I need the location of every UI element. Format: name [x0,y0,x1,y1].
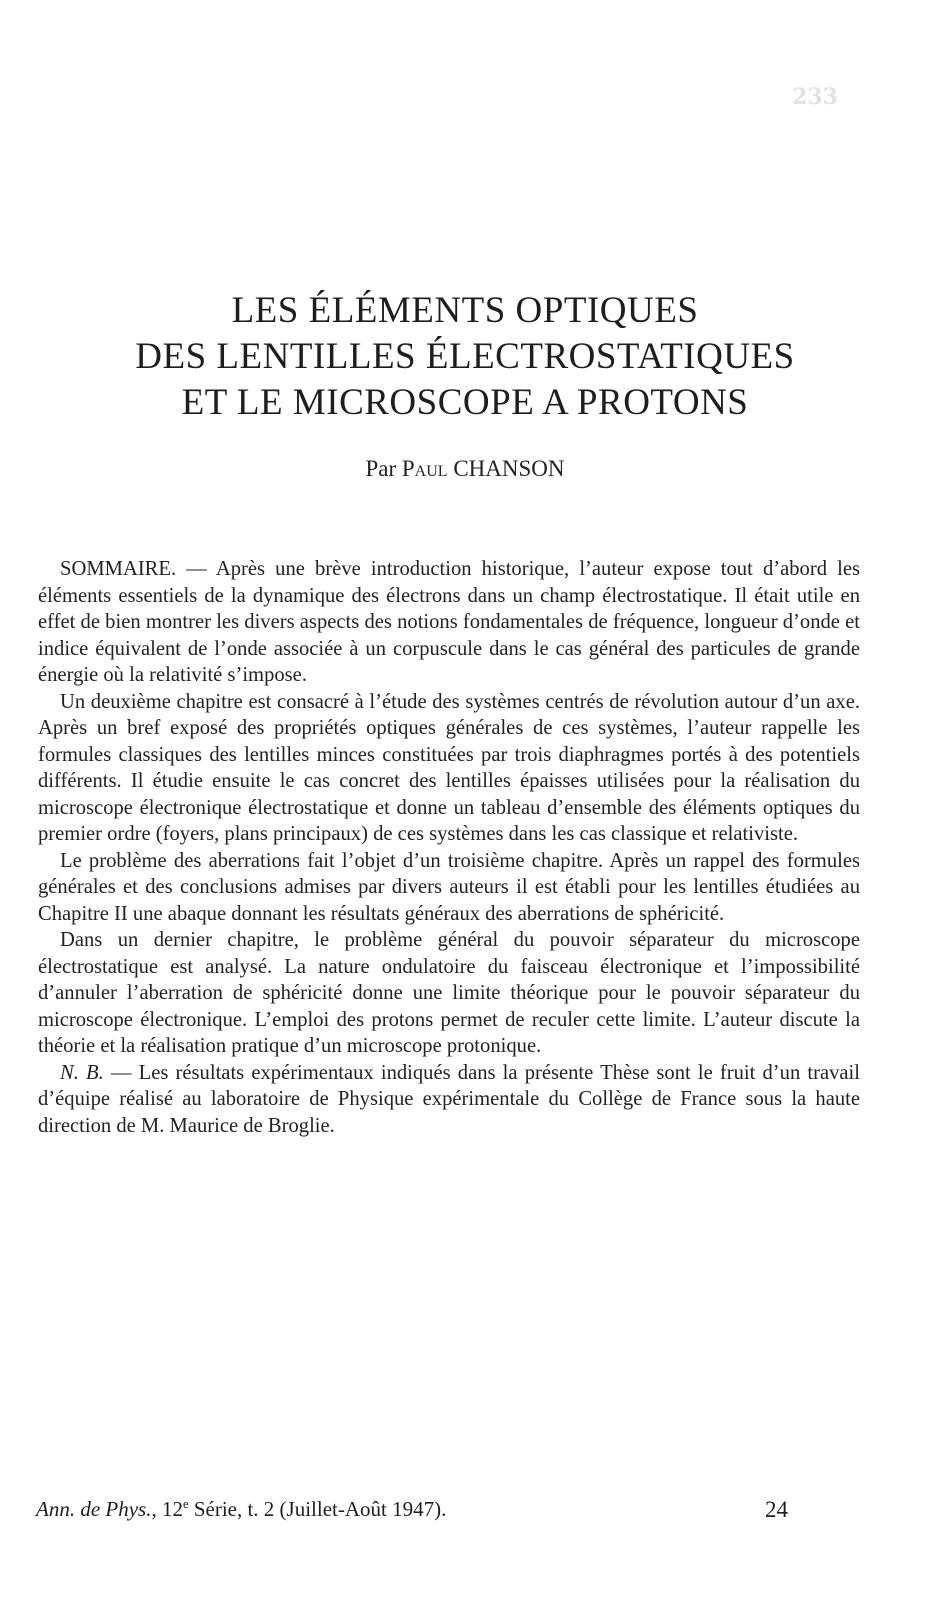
author-last-name: CHANSON [453,456,565,481]
article-title [0,288,930,426]
series-details: Série, t. 2 (Juillet-Août 1947). [188,1497,447,1521]
title-line-2: DES LENTILLES ÉLECTROSTATIQUES [135,336,795,377]
byline [0,456,930,482]
abstract-paragraph-1 [38,556,860,689]
abstract-heading: SOMMAIRE. — [60,558,216,580]
abstract [38,556,860,1139]
byline-prefix: Par [365,456,397,481]
author-first-name: Paul [401,456,448,481]
abstract-paragraph-5 [38,1060,860,1140]
page-number: 233 [792,84,838,110]
title-line-1: LES ÉLÉMENTS OPTIQUES [231,290,699,331]
title-line-3: ET LE MICROSCOPE A PROTONS [181,382,749,423]
journal-citation: Ann. de Phys., 12e Série, t. 2 (Juillet-Août 1947). [36,1497,447,1521]
abstract-paragraph-4: Dans un dernier chapitre, le problème général du pouvoir séparateur du microscope électrostatique est analysé. La nature ondulatoire du faisceau électronique et l’impossibilité d’annuler l’aberration de sphéricité donne une limite théorique pour le pouvoir séparateur du microscope électronique. L’emploi des protons permet de reculer cette limite. L’auteur discute la théorie et la réalisation pratique d’un microscope protonique. [38,929,860,1057]
abstract-paragraph-2: Un deuxième chapitre est consacré à l’étude des systèmes centrés de révolution autour d’un axe. Après un bref exposé des propriétés optiques générales de ces systèmes, l’auteur rappelle les formules classiques des lentilles minces constituées par trois diaphragmes portés à des potentiels différents. Il étudie ensuite le cas concret des lentilles épaisses utilisées pour la réalisation du microscope électronique électrostatique et donne un tableau d’ensemble des éléments optiques du premier ordre (foyers, plans principaux) de ces systèmes dans les cas classique et relativiste. [38,690,860,845]
abstract-paragraph-1-text: Après une brève introduction historique, l’auteur expose tout d’abord les éléments essentiels de la dynamique des électrons dans un champ électrostatique. Il était utile en effet de bien montrer les divers aspects des notions fondamentales de fréquence, longueur d’onde et indice équivalent de l’onde associée à un corpuscule dans le cas général des particules de grande énergie où la relativité s’impose. [38,558,860,686]
abstract-paragraph-3: Le problème des aberrations fait l’objet d’un troisième chapitre. Après un rappel des formules générales et des conclusions admises par divers auteurs il est établi pour les lentilles étudiées au Chapitre II une abaque donnant les résultats généraux des aberrations de sphéricité. [38,849,860,925]
journal-name: Ann. de Phys. [36,1497,152,1521]
signature-mark: 24 [765,1497,788,1522]
series-superscript: e [182,1497,189,1511]
abstract-paragraph-5-text: — Les résultats expérimentaux indiqués dans la présente Thèse sont le fruit d’un travail d’équipe réalisé au laboratoire de Physique expérimentale du Collège de France sous la haute direction de M. Maurice de Broglie. [38,1061,860,1137]
series-number: 12 [161,1497,183,1521]
nota-bene-label: N. B. [60,1061,104,1084]
